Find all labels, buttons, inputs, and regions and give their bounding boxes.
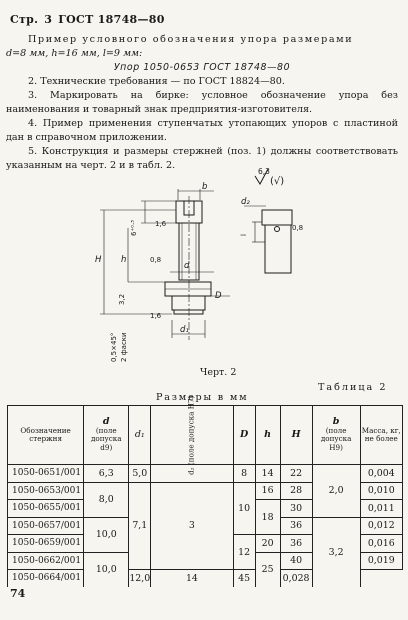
- table-row: 1050-0653/001 8,0 7,1 3 10 16 28 0,010: [8, 482, 403, 500]
- roughness-symbol: [255, 167, 284, 187]
- item-3: 3. Маркировать на бирке: условное обозначение упора без наименования и товарный знак предприятия-изготовителя.: [6, 90, 398, 115]
- label-h: h: [121, 255, 127, 265]
- th-d2: d₂ (поле допуска H7): [151, 406, 233, 465]
- r-mid: 0,8: [150, 256, 162, 264]
- th-D: D: [233, 406, 255, 465]
- th-b: b (поле допуска H9): [312, 406, 360, 465]
- r-side: 3,2: [118, 293, 126, 305]
- item-5: 5. Конструкция и размеры стержней (поз. 1) должны соответствовать указанным на черт. 2 и в табл. 2.: [6, 146, 398, 171]
- standard-number: ГОСТ 18748—80: [58, 13, 165, 26]
- figure-caption: Черт. 2: [200, 367, 237, 378]
- page-word: Стр.: [10, 13, 39, 26]
- example-dimensions: d=8 мм, h=16 мм, l=9 мм:: [6, 48, 143, 59]
- label-d: d: [184, 261, 190, 271]
- label-6: 6⁺⁰·³: [130, 220, 138, 236]
- item-4: 4. Пример применения ступенчатых утопающих упоров с пластиной дан в справочном приложении.: [6, 118, 398, 143]
- table-header-row: [8, 406, 403, 465]
- page-header: [10, 13, 165, 26]
- th-d: d (поле допуска d9): [84, 406, 129, 465]
- svg-text:(√): (√): [270, 176, 285, 187]
- th-h: h: [255, 406, 280, 465]
- body-text: [6, 33, 398, 173]
- chamfer-2: 2 фаски: [120, 332, 128, 362]
- item-2: 2. Технические требования — по ГОСТ 18824—80.: [28, 76, 285, 87]
- table-row: 1050-0651/001 6,3 5,0 8 14 22 2,0 0,004: [8, 465, 403, 483]
- label-H: H: [95, 255, 102, 265]
- page-number-bottom: 74: [10, 587, 26, 600]
- rod-side-view: [244, 206, 292, 273]
- table-row: 1050-0655/001 18 30 0,011: [8, 500, 403, 518]
- chamfer-1: 0,5×45°: [110, 332, 118, 362]
- label-l: l: [240, 234, 248, 236]
- th-designation: Обозначение стержня: [8, 406, 84, 465]
- dimension-lines: [100, 189, 230, 338]
- r-top: 1,6: [155, 220, 167, 228]
- table-row: 1050-0664/001 12,0 14 45 0,028: [8, 570, 403, 587]
- label-d1: d₁: [180, 325, 189, 335]
- example-heading: Пример условного обозначения упора размерами: [28, 34, 354, 45]
- page-number-top: 3: [44, 13, 53, 26]
- table-row: 1050-0662/001 10,0 25 40 0,019: [8, 552, 403, 570]
- example-designation: Упор 1050-0653 ГОСТ 18748—80: [113, 62, 291, 73]
- label-D: D: [215, 291, 222, 301]
- th-mass: Масса, кг, не более: [360, 406, 402, 465]
- table-label: Таблица 2: [318, 382, 388, 393]
- table-row: 1050-0659/001 12 20 36 0,016: [8, 535, 403, 553]
- svg-text:6,3: 6,3: [258, 167, 270, 176]
- th-H: H: [280, 406, 312, 465]
- label-d2: d₂: [241, 197, 250, 207]
- r-low: 1,6: [150, 312, 162, 320]
- table-row: 1050-0657/001 10,0 36 3,2 0,012: [8, 517, 403, 535]
- label-b: b: [202, 182, 208, 192]
- table-title: Размеры в мм: [156, 392, 249, 403]
- r-pin: 0,8: [292, 224, 304, 232]
- technical-drawing: [0, 160, 408, 370]
- th-d1: d₁: [129, 406, 151, 465]
